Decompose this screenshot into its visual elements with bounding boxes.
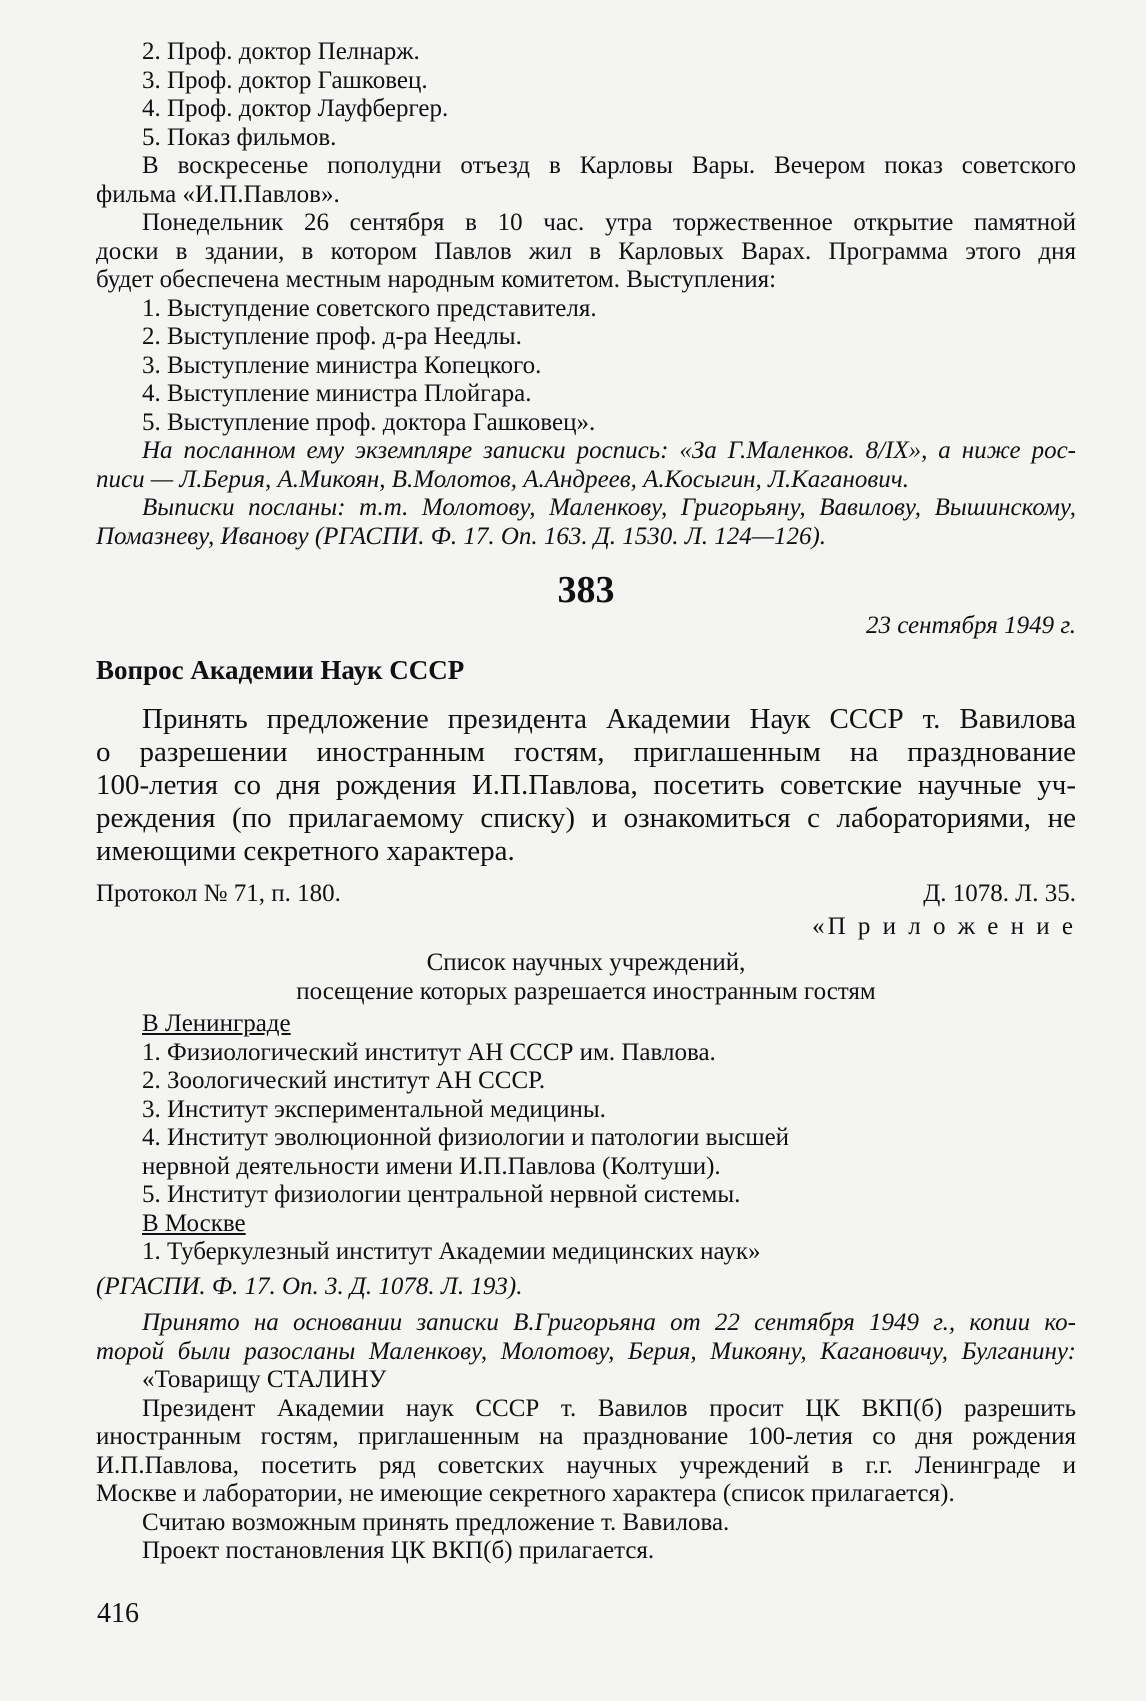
decision-line: Принять предложение президента Академии Наук СССР т. Вавилова <box>142 703 1076 735</box>
institution-item: 4. Институт эволюционной физиологии и патологии высшей <box>142 1124 790 1151</box>
program-item: 4. Проф. доктор Лауфбергер. <box>142 95 449 122</box>
institution-item-continued: нервной деятельности имени И.П.Павлова (Колтуши). <box>142 1152 721 1180</box>
institution-item: 5. Институт физиологии центральной нервной системы. <box>142 1181 741 1208</box>
list-title: Список научных учреждений, <box>426 949 746 976</box>
decision-line: 100-летия со дня рождения И.П.Павлова, посетить советские научные уч- <box>96 769 1076 801</box>
letter-line: И.П.Павлова, посетить ряд советских научных учреждений в г.г. Ленинграде и <box>96 1451 1076 1479</box>
letter-line: Президент Академии наук СССР т. Вавилов просит ЦК ВКП(б) разрешить <box>142 1394 1076 1422</box>
speech-item: 5. Выступление проф. доктора Гашковец». <box>142 408 596 436</box>
decision-line: о разрешении иностранным гостям, приглашенным на празднование <box>96 736 1076 768</box>
institution-item: 2. Зоологический институт АН СССР. <box>142 1067 546 1094</box>
monday-paragraph-line: будет обеспечена местным народным комитетом. Выступления: <box>96 266 777 293</box>
page-number: 416 <box>97 1598 139 1629</box>
document-heading: Вопрос Академии Наук СССР <box>96 655 465 685</box>
archive-source: (РГАСПИ. Ф. 17. Оп. 3. Д. 1078. Л. 193). <box>96 1272 523 1300</box>
protocol-row <box>96 880 1076 909</box>
sunday-paragraph-line: фильма «И.П.Павлов». <box>96 180 340 208</box>
protocol-number: Протокол № 71, п. 180. <box>96 880 341 907</box>
document-page <box>96 38 1076 1566</box>
speech-item: 3. Выступление министра Копецкого. <box>142 351 542 379</box>
monday-paragraph-line: доски в здании, в котором Павлов жил в Карловых Варах. Программа этого дня <box>96 237 1076 265</box>
signature-note-line: писи — Л.Берия, А.Микоян, В.Молотов, А.Андреев, А.Косыгин, Л.Каганович. <box>96 465 909 493</box>
distribution-note-line: Выписки посланы: т.т. Молотову, Маленкову, Григорьяну, Вавилову, Вышинскому, <box>142 494 1076 521</box>
decision-line: реждения (по прилагаемому списку) и ознакомиться с лабораториями, не <box>96 802 1076 834</box>
document-number: 383 <box>557 569 615 611</box>
document-date: 23 сентября 1949 г. <box>865 612 1076 639</box>
letter-address: «Товарищу СТАЛИНУ <box>142 1366 387 1393</box>
letter-closing: Считаю возможным принять предложение т. Вавилова. <box>142 1508 730 1536</box>
institution-item: 1. Туберкулезный институт Академии медицинских наук» <box>142 1238 761 1265</box>
decision-line: имеющими секретного характера. <box>96 835 515 867</box>
program-item: 2. Проф. доктор Пелнарж. <box>142 38 420 65</box>
program-item: 3. Проф. доктор Гашковец. <box>142 66 428 94</box>
city-name: В Москве <box>142 1209 246 1237</box>
city-name: В Ленинграде <box>142 1010 291 1037</box>
list-title: посещение которых разрешается иностранным гостям <box>296 977 876 1005</box>
city-heading-leningrad <box>96 1010 1076 1039</box>
basis-note-line: торой были разосланы Маленкову, Молотову, Берия, Микояну, Кагановичу, Булганину: <box>96 1337 1076 1365</box>
archive-reference: Д. 1078. Л. 35. <box>923 880 1076 907</box>
sunday-paragraph-line: В воскресенье пополудни отъезд в Карловы Вары. Вечером показ советского <box>142 152 1076 179</box>
institution-item: 3. Институт экспериментальной медицины. <box>142 1095 606 1123</box>
speech-item: 4. Выступление министра Плойгара. <box>142 380 532 407</box>
letter-line: иностранным гостям, приглашенным на празднование 100-летия со дня рождения <box>96 1423 1076 1450</box>
institution-item: 1. Физиологический институт АН СССР им. Павлова. <box>142 1038 716 1066</box>
program-item: 5. Показ фильмов. <box>142 123 337 151</box>
speech-item: 2. Выступление проф. д-ра Неедлы. <box>142 323 522 350</box>
monday-paragraph-line: Понедельник 26 сентября в 10 час. утра торжественное открытие памятной <box>142 209 1076 236</box>
basis-note-line: Принято на основании записки В.Григорьяна от 22 сентября 1949 г., копии ко- <box>142 1309 1076 1336</box>
letter-line: Москве и лаборатории, не имеющие секретного характера (список прилагается). <box>96 1480 955 1507</box>
letter-closing: Проект постановления ЦК ВКП(б) прилагается. <box>142 1537 655 1564</box>
city-heading-moscow <box>96 1210 1076 1239</box>
appendix-label: «П р и л о ж е н и е <box>812 912 1076 940</box>
signature-note-line: На посланном ему экземпляре записки роспись: «За Г.Маленков. 8/IX», а ниже рос- <box>142 437 1076 464</box>
speech-item: 1. Выступдение советского представителя. <box>142 294 597 322</box>
distribution-note-line: Помазневу, Иванову (РГАСПИ. Ф. 17. Оп. 163. Д. 1530. Л. 124—126). <box>96 522 827 550</box>
